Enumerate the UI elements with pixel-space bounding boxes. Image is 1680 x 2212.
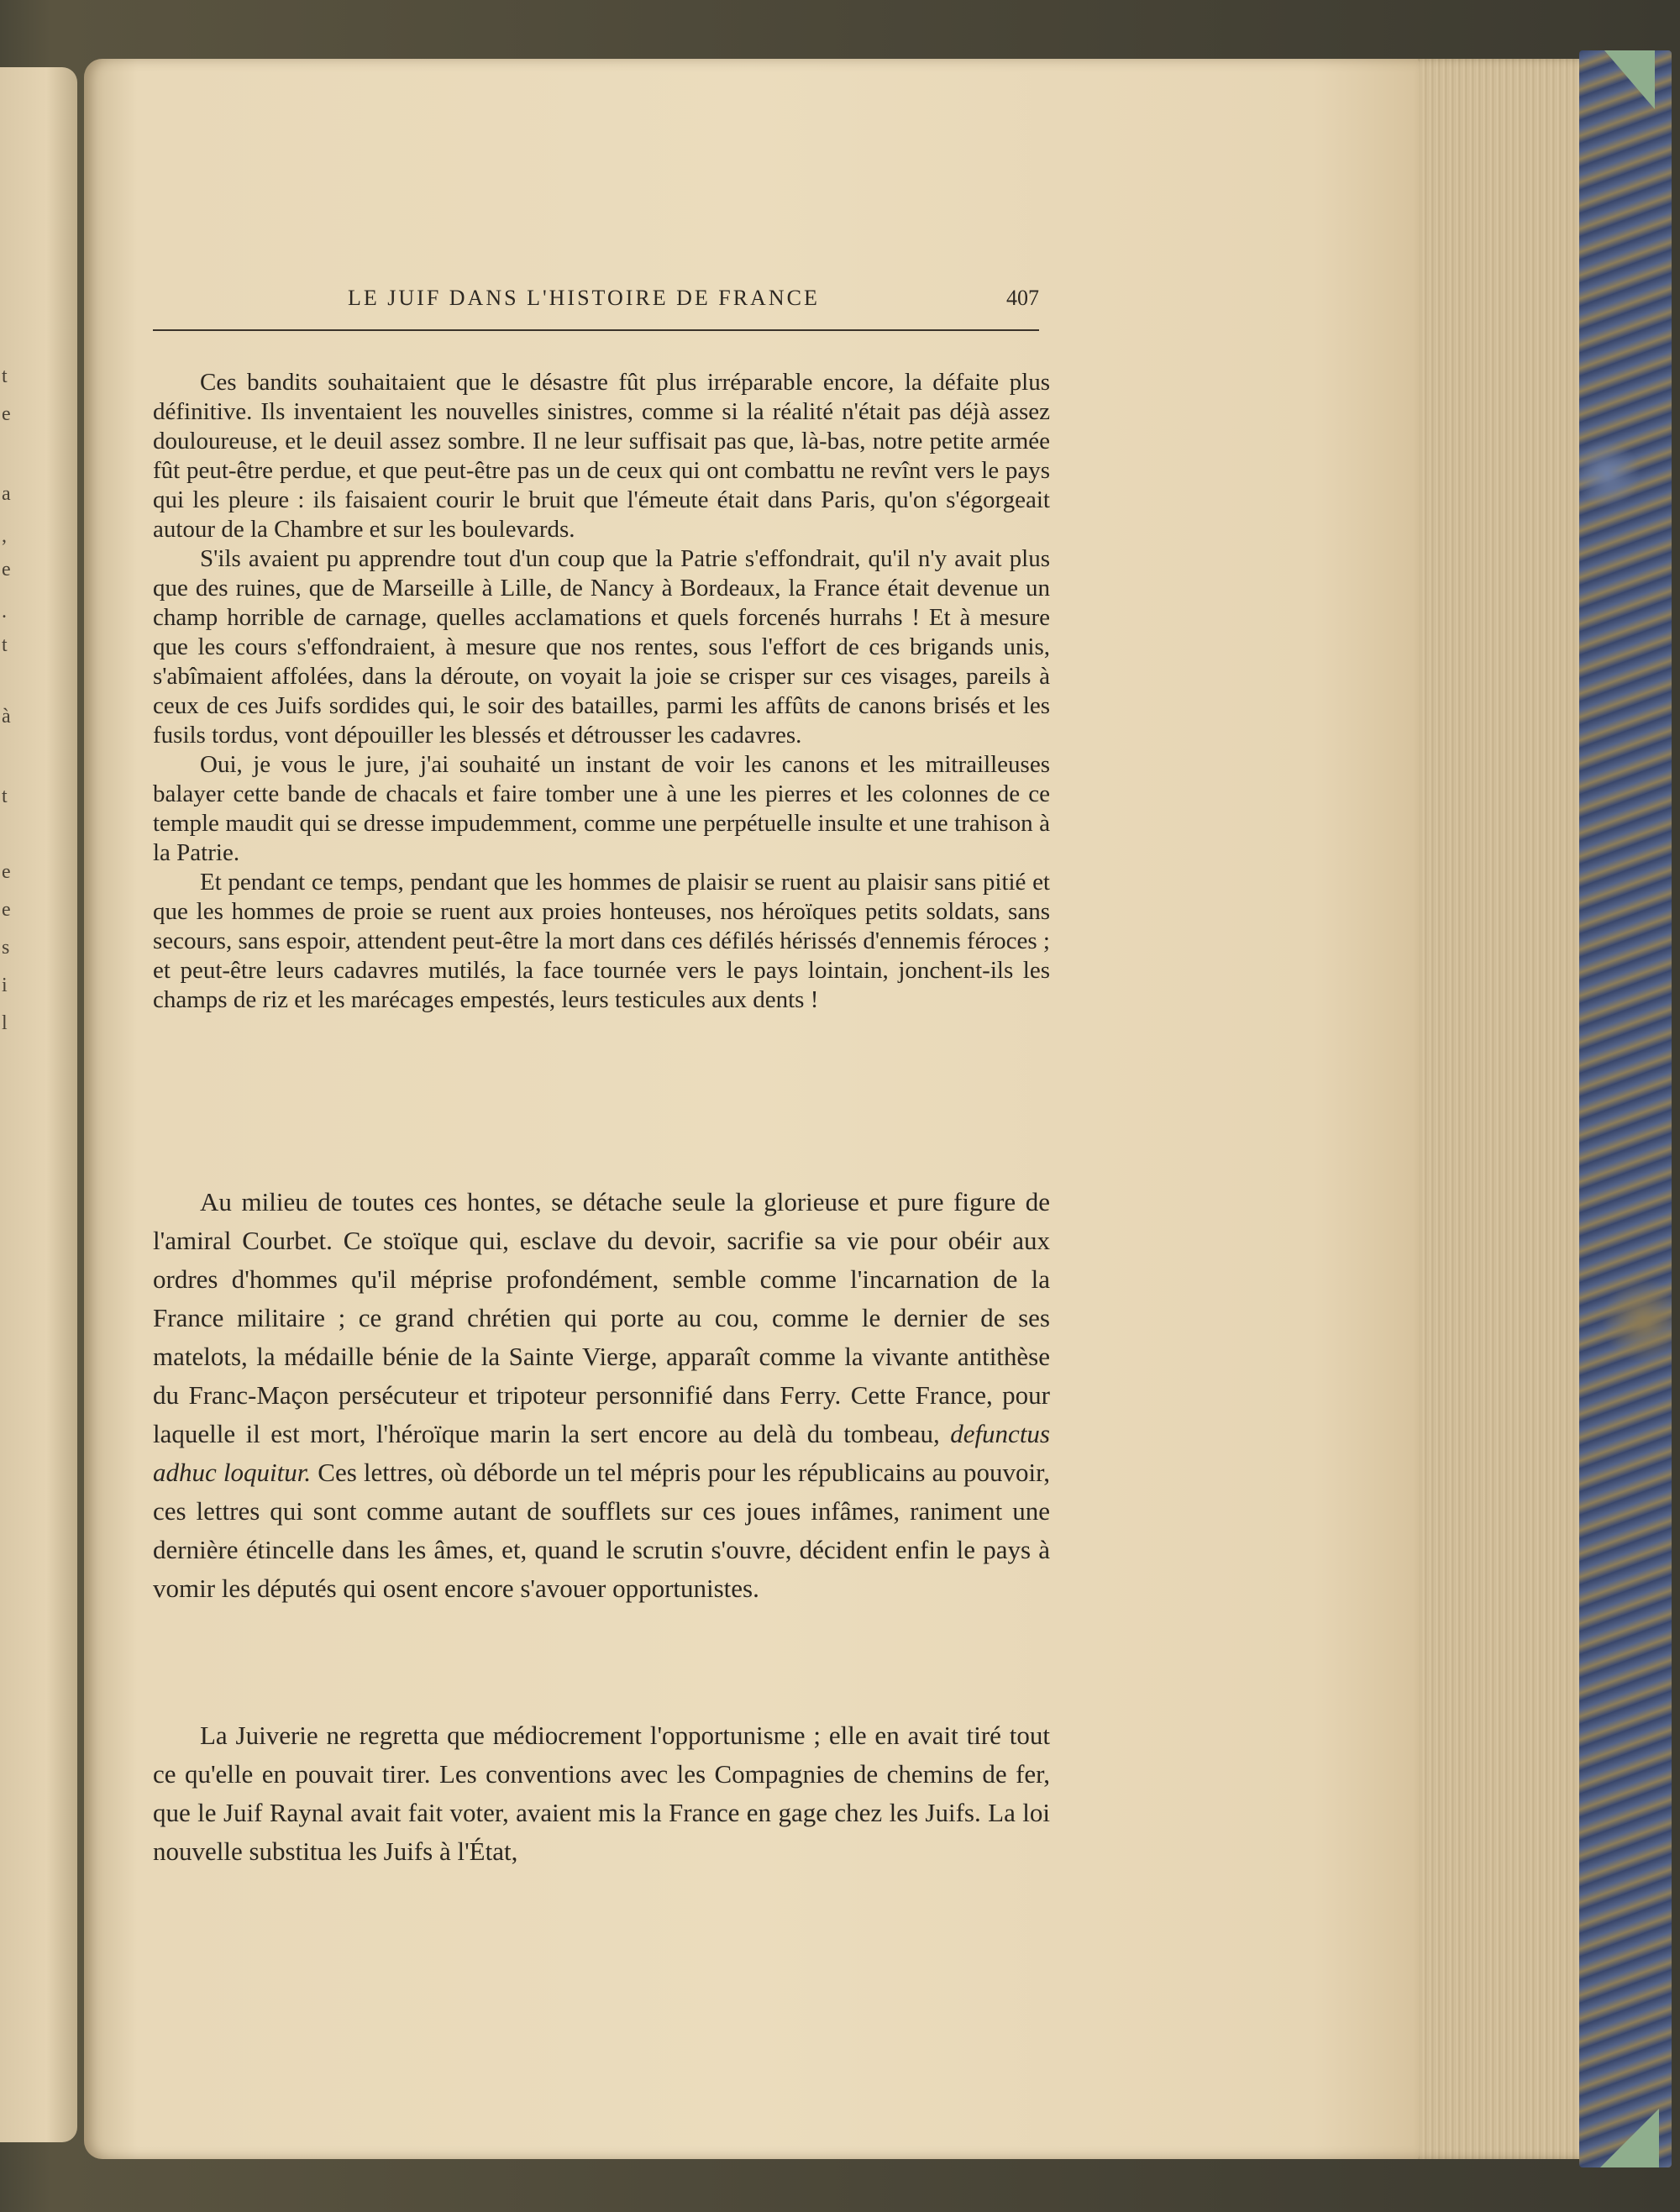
- paragraph-text: Ces lettres, où déborde un tel mépris pour les républicains au pouvoir, ces lettres qui sont comme autant de soufflets sur ces joues infâmes, raniment une dernière étincelle dans les âmes, et, quand le scrutin s'ouvre, décident enfin le pays à vomir les députés qui osent encore s'avouer opportunistes.: [153, 1458, 1050, 1603]
- facing-page-fragment: e: [2, 403, 11, 425]
- paragraph: Ces bandits souhaitaient que le désastre fût plus irréparable encore, la défaite plus définitive. Ils inventaient les nouvelles sinistres, comme si la réalité n'était pas déjà assez douloureuse, et le deuil assez sombre. Il ne leur suffisait pas que, là-bas, notre petite armée fût peut-être perdue, et que peut-être pas un de ceux qui ont combattu ne revînt vers le pays qui les pleure : ils faisaient courir le bruit que l'émeute était dans Paris, qu'on s'égorgeait autour de la Chambre et sur les boulevards.: [153, 369, 1050, 543]
- facing-page-fragment: .: [2, 601, 7, 623]
- header-rule: [153, 329, 1039, 331]
- facing-page-fragment: s: [2, 937, 10, 959]
- marbled-cover-board: [1579, 50, 1672, 2167]
- cover-corner-top: [1604, 50, 1655, 109]
- facing-page-fragment: t: [2, 365, 8, 387]
- facing-page-fragment: t: [2, 785, 8, 807]
- paragraph-courbet: [153, 1183, 1050, 1608]
- facing-page-fragment: ,: [2, 525, 7, 547]
- cover-corner-bottom: [1600, 2109, 1659, 2167]
- main-text-section: [153, 1716, 1050, 1871]
- facing-page-fragment: l: [2, 1012, 8, 1034]
- latin-quote: defunctus adhuc loquitur.: [153, 1419, 1050, 1487]
- facing-page-edge: [0, 67, 77, 2142]
- paragraph-text: Au milieu de toutes ces hontes, se détache seule la glorieuse et pure figure de l'amiral Courbet. Ce stoïque qui, esclave du devoir, sacrifie sa vie pour obéir aux ordres d'hommes qu'il méprise profondément, semble comme l'incarnation de la France militaire ; ce grand chrétien qui porte au cou, comme le dernier de ses matelots, la médaille bénie de la Sainte Vierge, apparaît comme la vivante antithèse du Franc-Maçon persécuteur et tripoteur personnifié dans Ferry. Cette France, pour laquelle il est mort, l'héroïque marin la sert encore au delà du tombeau,: [153, 1187, 1050, 1448]
- facing-page-fragment: t: [2, 634, 8, 656]
- facing-page-fragment: e: [2, 899, 11, 921]
- paragraph-juiverie: La Juiverie ne regretta que médiocrement l'opportunisme ; elle en avait tiré tout ce qu'elle en pouvait tirer. Les conventions avec les Compagnies de chemins de fer, que le Juif Raynal avait fait voter, avaient mis la France en gage chez les Juifs. La loi nouvelle substitua les Juifs à l'État,: [153, 1721, 1050, 1866]
- paragraph: S'ils avaient pu apprendre tout d'un coup que la Patrie s'effondrait, qu'il n'y avait plus que des ruines, que de Marseille à Lille, de Nancy à Bordeaux, la France était devenue un champ horrible de carnage, quelles acclamations et quels forcenés hurrahs ! Et à mesure que les cours s'effondraient, à mesure que nos rentes, sous l'effort de ces brigands unis, s'abîmaient affolées, dans la déroute, on voyait la joie se crisper sur ces visages, pareils à ceux de ces Juifs sordides qui, le soir des batailles, parmi les affûts de canons brisés et les fusils tordus, vont dépouiller les blessés et détrousser les cadavres.: [153, 545, 1050, 749]
- facing-page-fragment: e: [2, 861, 11, 883]
- facing-page-fragment: à: [2, 706, 11, 728]
- running-header: [153, 286, 1039, 329]
- facing-page-fragment: i: [2, 975, 8, 996]
- main-text-section: [153, 1183, 1050, 1608]
- paragraph: Oui, je vous le jure, j'ai souhaité un instant de voir les canons et les mitrailleuses balayer cette bande de chacals et faire tomber une à une les pierres et les colonnes de ce temple maudit qui se dresse impudemment, comme une perpétuelle insulte et une trahison à la Patrie.: [153, 751, 1050, 866]
- page-number: 407: [1006, 286, 1039, 310]
- facing-page-fragment: e: [2, 559, 11, 581]
- paragraph: Et pendant ce temps, pendant que les hommes de plaisir se ruent au plaisir sans pitié et que les hommes de proie se ruent aux proies honteuses, nos héroïques petits soldats, sans secours, sans espoir, attendent peut-être la mort dans ces défilés hérissés d'ennemis féroces ; et peut-être leurs cadavres mutilés, la face tournée vers le pays lointain, jonchent-ils les champs de riz et les marécages empestés, leurs testicules aux dents !: [153, 869, 1050, 1013]
- running-title: LE JUIF DANS L'HISTOIRE DE FRANCE: [348, 286, 820, 310]
- facing-page-fragment: a: [2, 483, 11, 505]
- small-print-section: [153, 368, 1050, 1015]
